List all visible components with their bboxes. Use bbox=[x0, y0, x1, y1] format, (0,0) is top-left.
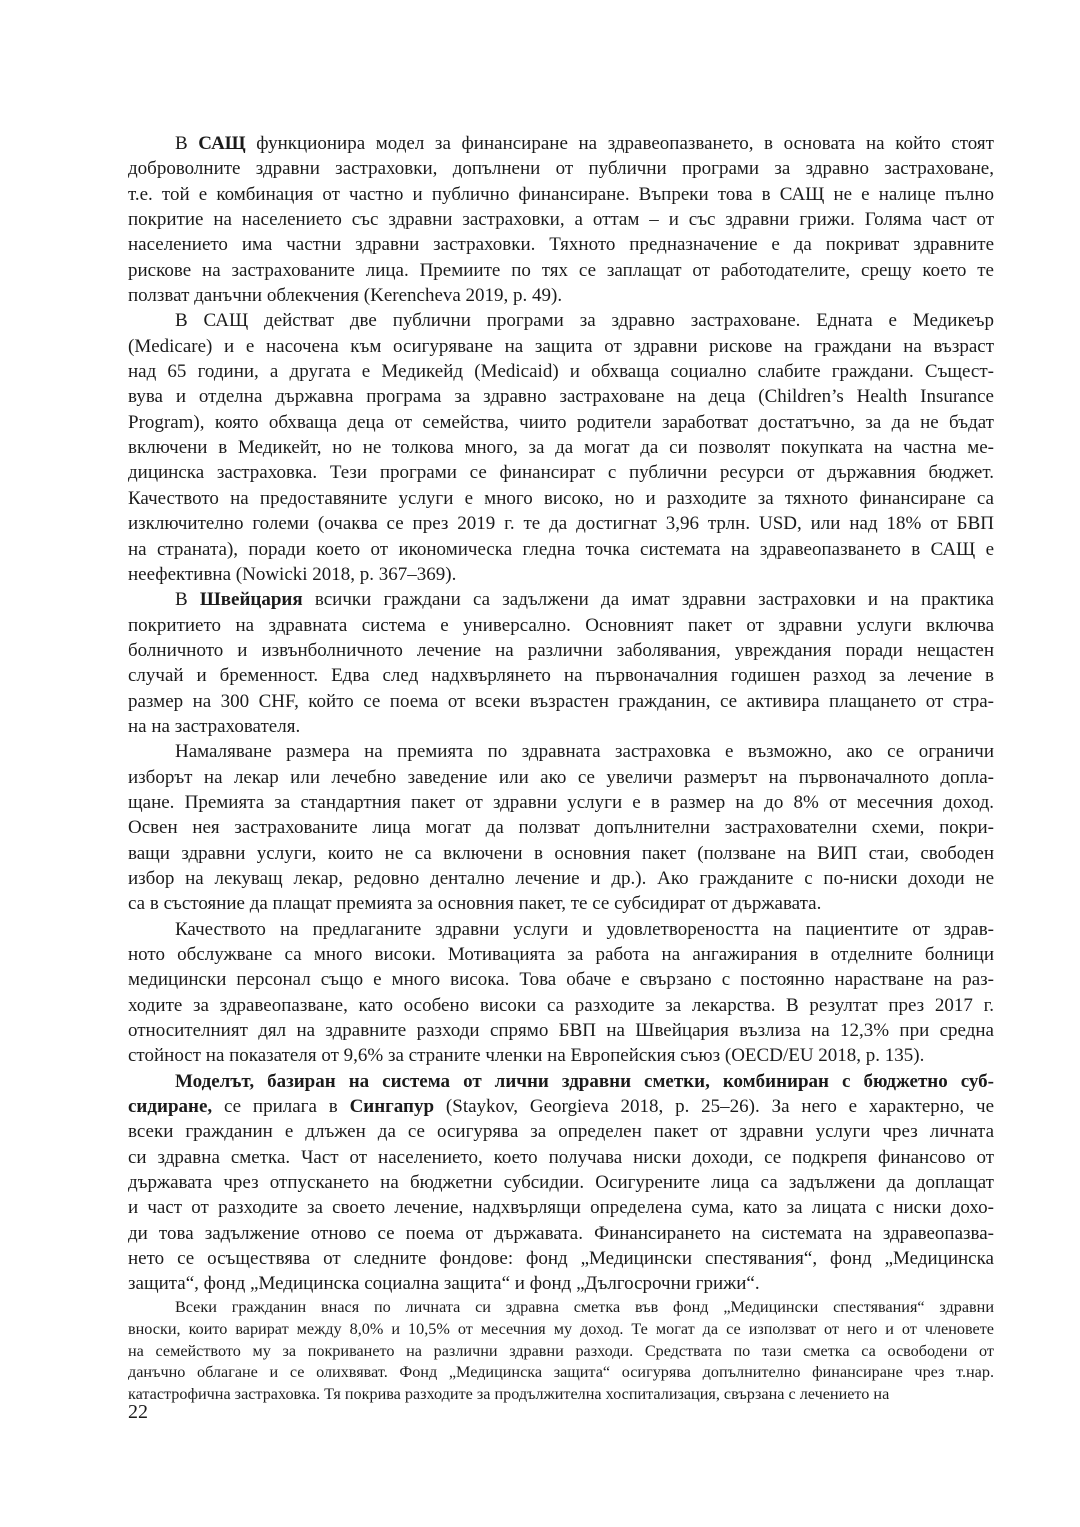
text-run: включени в Медикейт, но не толкова много, за да могат да си позволят покупката на частна ме- bbox=[128, 437, 994, 459]
text-run: болничното и извънболничното лечение на различни заболявания, увреждания поради нещастен bbox=[128, 639, 994, 661]
text-run: изключително големи (очаква се през 2019 г. те да достигнат 3,96 трлн. USD, или над 18% от БВП bbox=[128, 513, 994, 535]
text-run: В bbox=[175, 589, 200, 611]
text-run: (Medicare) и е насочена към осигуряване на защита от здравни рискове на граждани на възраст bbox=[128, 335, 994, 357]
text-line bbox=[128, 308, 994, 333]
text-run: и част от разходите за своето лечение, надхвърлящи определена сума, като за лицата с ниски дохо- bbox=[128, 1197, 994, 1219]
text-run: т.е. той е комбинация от частно и публично финансиране. Въпреки това в САЩ не е налице пълно bbox=[128, 183, 994, 205]
text-line bbox=[128, 1195, 994, 1220]
text-line bbox=[128, 689, 994, 714]
text-run: населението има частни здравни застраховки. Тяхното предназначение е да покриват здравните bbox=[128, 234, 994, 256]
text-line bbox=[128, 258, 994, 283]
text-run: над 65 години, а другата е Медикейд (Medicaid) и обхваща социално слабите граждани. Същест- bbox=[128, 361, 994, 383]
text-line bbox=[128, 1094, 994, 1119]
text-run: държавата чрез отпускането на бюджетни субсидии. Осигурените лица са задължени да доплащат bbox=[128, 1172, 994, 1194]
paragraph bbox=[128, 308, 994, 587]
text-run: покритието на здравната система е универсално. Основният пакет от здравни услуги включва bbox=[128, 614, 994, 636]
text-run: В САЩ действат две публични програми за здравно застраховане. Едната е Медикеър bbox=[175, 310, 994, 332]
text-line bbox=[128, 1271, 994, 1296]
text-line bbox=[128, 1384, 994, 1406]
text-line bbox=[128, 638, 994, 663]
text-run: защита“, фонд „Медицинска социална защита“ и фонд „Дългосрочни грижи“. bbox=[128, 1273, 760, 1295]
bold-text-run: Моделът, базиран на система от лични здравни сметки, комбиниран с бюджетно суб- bbox=[175, 1070, 994, 1092]
bold-text-run: САЩ bbox=[198, 133, 246, 154]
text-line bbox=[128, 739, 994, 764]
text-run: всички граждани са задължени да имат здравни застраховки и на практика bbox=[302, 589, 994, 611]
text-run: ващи здравни услуги, които не са включени в основния пакет (ползване на ВИП стаи, свободен bbox=[128, 842, 994, 864]
text-run: случай и бременност. Едва след надхвърлянето на първоначалния годишен разход за лечение в bbox=[128, 665, 994, 687]
text-block bbox=[128, 131, 994, 1406]
text-run: Намаляване размера на премията по здравната застраховка е възможно, ако се ограничи bbox=[175, 741, 994, 763]
text-run: Освен нея застрахованите лица могат да ползват допълнителни застрахователни схеми, покри- bbox=[128, 817, 994, 839]
text-run: нето се осъществява от следните фондове: фонд „Медицински спестявания“, фонд „Медицинска bbox=[128, 1248, 994, 1270]
text-run: на семейството му за покриването на различни здравни разходи. Средствата по тази сметка са освободени от bbox=[128, 1341, 994, 1360]
text-run: неефективна (Nowicki 2018, p. 367–369). bbox=[128, 563, 457, 585]
text-line bbox=[128, 207, 994, 232]
text-line bbox=[128, 283, 994, 308]
paragraph bbox=[128, 917, 994, 1069]
text-line bbox=[128, 334, 994, 359]
paragraph bbox=[128, 587, 994, 739]
text-line bbox=[128, 537, 994, 562]
text-run: стойност на показателя от 9,6% за страните членки на Европейския съюз (OECD/EU 2018, p. 135). bbox=[128, 1045, 925, 1067]
text-run: избор на лекуващ лекар, редовно дентално лечение и др.). Ако гражданите с по-ниски доходи не bbox=[128, 867, 994, 889]
text-run: размер на 300 CHF, който се поема от всеки възрастен гражданин, се активира плащането от стра- bbox=[128, 690, 994, 712]
text-line bbox=[128, 942, 994, 967]
text-line bbox=[128, 815, 994, 840]
text-line bbox=[128, 1221, 994, 1246]
text-line bbox=[128, 613, 994, 638]
paragraph bbox=[128, 1069, 994, 1297]
text-line bbox=[128, 182, 994, 207]
text-run: Всеки гражданин внася по личната си здравна сметка във фонд „Медицински спестявания“ здравни bbox=[175, 1297, 994, 1316]
text-run: покритие на населението със здравни застраховки, а оттам – и със здравни грижи. Голяма част от bbox=[128, 209, 994, 231]
text-line bbox=[128, 587, 994, 612]
text-run: ди това задължение отново се поема от държавата. Финансирането на системата на здравеопазва- bbox=[128, 1222, 994, 1244]
text-line bbox=[128, 917, 994, 942]
text-line bbox=[128, 511, 994, 536]
text-line bbox=[128, 866, 994, 891]
text-line bbox=[128, 663, 994, 688]
text-line bbox=[128, 562, 994, 587]
text-run: данъчно облагане и се олихвяват. Фонд „Медицинска защита“ осигурява допълнително финансиране чрез т.нар. bbox=[128, 1363, 994, 1382]
text-run: функционира модел за финансиране на здравеопазването, в основата на който стоят bbox=[245, 133, 994, 154]
text-run: (Staykov, Georgieva 2018, p. 25–26). За него е характерно, че bbox=[434, 1096, 994, 1118]
text-line bbox=[128, 1362, 994, 1384]
text-line bbox=[128, 156, 994, 181]
text-run: Качеството на предоставяните услуги е много високо, но и разходите за тяхното финансиране са bbox=[128, 487, 994, 509]
text-run: щане. Премията за стандартния пакет от здравни услуги е в размер на до 8% от месечния доход. bbox=[128, 791, 994, 813]
bold-text-run: Сингапур bbox=[349, 1096, 435, 1118]
text-run: си здравна сметка. Част от населението, което получава ниски доходи, се подкрепя финансово от bbox=[128, 1146, 994, 1168]
text-run: са в състояние да плащат премията за основния пакет, те се субсидират от държавата. bbox=[128, 893, 822, 915]
text-run: ползват данъчни облекчения (Kerencheva 2019, p. 49). bbox=[128, 285, 563, 307]
text-line bbox=[128, 1018, 994, 1043]
text-line bbox=[128, 1043, 994, 1068]
text-line bbox=[128, 1319, 994, 1341]
text-run: доброволните здравни застраховки, допълнени от публични програми за здравно застраховане, bbox=[128, 158, 994, 180]
text-line bbox=[128, 1069, 994, 1094]
text-line bbox=[128, 1170, 994, 1195]
text-line bbox=[128, 435, 994, 460]
text-line bbox=[128, 1246, 994, 1271]
text-run: ното обслужване са много високи. Мотивацията за работа на ангажирания в отделните болници bbox=[128, 944, 994, 965]
text-line bbox=[128, 714, 994, 739]
text-run: относителният дял на здравните разходи спрямо БВП на Швейцария възлиза на 12,3% при средна bbox=[128, 1020, 994, 1042]
text-run: на на застрахователя. bbox=[128, 715, 301, 737]
text-line bbox=[128, 790, 994, 815]
text-line bbox=[128, 841, 994, 866]
paragraph bbox=[128, 131, 994, 308]
text-run: Качеството на предлаганите здравни услуги и удовлетвореността на пациентите от здрав- bbox=[175, 918, 994, 940]
text-run: рискове на застрахованите лица. Премиите по тях се заплащат от работодателите, срещу което те bbox=[128, 259, 994, 281]
text-run: вноски, които варират между 8,0% и 10,5% от месечния му доход. Те могат да се използват от него и от членовете bbox=[128, 1319, 994, 1338]
text-line bbox=[128, 486, 994, 511]
text-line bbox=[128, 1119, 994, 1144]
text-line bbox=[128, 967, 994, 992]
text-line bbox=[128, 891, 994, 916]
text-run: вува и отделна държавна програма за здравно застраховане на деца (Children’s Health Insurance bbox=[128, 386, 994, 408]
text-line bbox=[128, 384, 994, 409]
text-line bbox=[128, 1297, 994, 1319]
paragraph bbox=[128, 739, 994, 916]
text-run: всеки гражданин е длъжен да се осигурява за определен пакет от здравни услуги чрез личната bbox=[128, 1121, 994, 1143]
text-line bbox=[128, 993, 994, 1018]
bold-text-run: сидиране, bbox=[128, 1096, 213, 1118]
text-line bbox=[128, 1341, 994, 1363]
paragraph bbox=[128, 1297, 994, 1406]
text-run: В bbox=[175, 133, 199, 154]
bold-text-run: Швейцария bbox=[199, 589, 303, 611]
text-line bbox=[128, 765, 994, 790]
text-run: катастрофична застраховка. Тя покрива разходите за продължителна хоспитализация, свързана с лечението на bbox=[128, 1385, 890, 1404]
page-number: 22 bbox=[128, 1401, 148, 1423]
text-line bbox=[128, 410, 994, 435]
text-run: изборът на лекар или лечебно заведение или ако се увеличи размерът на първоначалното допла- bbox=[128, 766, 994, 788]
text-line bbox=[128, 131, 994, 156]
text-run: медицински персонал също е много висока. Това обаче е свързано с постоянно нарастване на раз- bbox=[128, 969, 994, 991]
text-run: дицинска застраховка. Тези програми се финансират с публични ресурси от държавния бюджет. bbox=[128, 462, 994, 484]
text-line bbox=[128, 460, 994, 485]
text-run: ходите за здравеопазване, като особено високи са разходите за лекарства. В резултат през 2017 г. bbox=[128, 994, 994, 1016]
text-line bbox=[128, 359, 994, 384]
text-run: на страната), поради което от икономическа гледна точка системата на здравеопазването в САЩ е bbox=[128, 538, 994, 560]
text-line bbox=[128, 232, 994, 257]
text-run: Program), която обхваща деца от семейства, чиито родители заработват достатъчно, за да не бъдат bbox=[128, 411, 994, 433]
text-run: се прилага в bbox=[212, 1096, 350, 1118]
text-line bbox=[128, 1145, 994, 1170]
